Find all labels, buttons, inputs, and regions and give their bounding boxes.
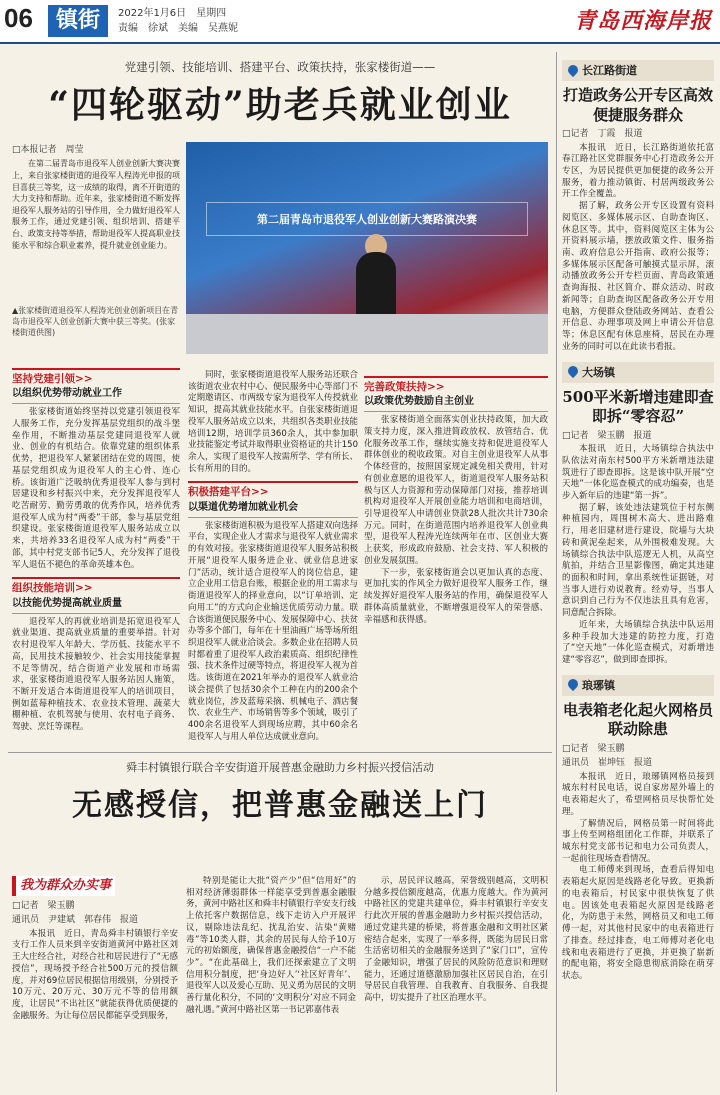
bottom-kicker: 舜丰村镇银行联合辛安街道开展普惠金融助力乡村振兴授信活动	[126, 761, 434, 774]
location-pin-icon	[568, 65, 578, 77]
lead-photo	[186, 142, 548, 354]
right-column	[562, 56, 714, 1092]
subsection-1: 坚持党建引领>> 以组织优势带动就业工作	[12, 368, 180, 404]
story-divider	[8, 752, 552, 753]
location-pin-icon	[568, 366, 578, 378]
lead-headline: “四轮驱动”助老兵就业创业	[48, 83, 512, 126]
brief-changjianglu: 长江路街道 打造政务公开专区高效便捷服务群众 □记者 丁霞 报道 本报讯 近日，长江路街道依托富春江路社区党群服务中心打造政务公开专区，为居民提供更加便捷的政务公开服务，着力推动镇街、村居两级政务公开工作全覆盖。 据了解，政务公开专区设置有资料阅览区、多媒体展示区、自助查询区、休息区等。其中，资料阅览区主体为公开资料展示墙，摆放政策文件、服务指南、政府信息公开指南、政府公报等；多媒体展示区配备可触摸式显示屏，滚动播放政务公开专栏页面、青岛政策通查询海报、社区简介、群众活动、时政新闻等；自助查询区配备政务公开专用电脑，方便群众登陆政务网站、查看公开信息、办理事项及网上申请公开信息等；休息区配有休息座椅，居民在办理业务的同时可以在此读书看报。	[562, 60, 714, 354]
designer-credit: 美编 吴燕妮	[178, 23, 238, 34]
bottom-story-header	[10, 760, 550, 870]
brief-langya: 琅琊镇 电表箱老化起火网格员联动除患 □记者 梁玉鹏 通讯员 崔坤钰 报道 本报讯 近日，琅琊镇网格员接到城东村村民电话，说自家房屋外墙上的电表箱起火了，希望网格员尽快帮忙处理。 了解情况后，网格员第一时间将此事上传至网格组团化工作群，并联系了城东村党支部书记和电力公司负责人，一起前往现场查看情况。 电工师傅来到现场，查看后得知电表箱起火原因是线路老化导致。更换新的电表箱后，村民家中很快恢复了供电。因该处电表箱起火原因是线路老化，为防患于未然，网格员又和电工师傅一起，对其他村民家中的电表箱进行了排查。经过排查，电工师傅对老化电线和电表箱进行了更换，并更换了崭新的配电箱，将安全隐患彻底消除在萌芽状态。	[562, 675, 714, 983]
newspaper-logo: 青岛西海岸报	[573, 8, 712, 34]
lead-col-3: 完善政策扶持>> 以政策优势鼓励自主创业 张家楼街道全面落实创业扶持政策，加大政策支持力度，深入推进简政放权、放管结合、优化服务改革工作，继续实施支持和促进退役军人群体创业的税收政策。对自主创业退役军人从事个体经营的，按照国家规定减免相关费用，针对有创业意愿的退役军人，街道退役军人服务站积极与区人力资源和劳动保障部门对接，推荐培训机构对退役军人开展创业能力培训和电商培训，引导退役军人申请创业贷款28人批次共计730余万元。同时，在街道范围内培养退役军人创业典型，退役军人程涛光连续两年在市、区创业大赛上获奖，形成政府鼓励、社会支持、军人积极的创业发展氛围。 下一步，张家楼街道会以更加认真的态度、更加扎实的作风全力做好退役军人服务工作，继续发挥好退役军人服务站的作用，确保退役军人群体高质量就业，不断增强退役军人的荣誉感、幸福感和获得感。	[364, 370, 548, 746]
page-number: 06	[4, 3, 33, 33]
masthead	[0, 0, 720, 44]
bottom-col-2: 特别是能让大批“资产少”但“信用好”的相对经济薄弱群体一样能享受到普惠金融服务，黄河中路社区和舜丰村镇银行辛安支行线上依托客户数据信息，线下走访入户开展评议，剔除违法乱纪、扰乱治安、沾染“黄赌毒”等10类人群，其余的居民每人给予10万元的初始额度，确保普惠金融授信“一户不能少”。“在此基础上，我们还探索建立了文明信用积分制度，把‘身边好人’‘社区好青年’、退役军人以及爱心互助、见义勇为居民的文明善行量化积分，不同的‘文明积分’对应不同金融礼遇。”黄河中路社区第一书记郭嘉伟表	[186, 876, 356, 1015]
subsection-2: 组织技能培训>> 以技能优势提高就业质量	[12, 577, 180, 613]
lead-kicker: 党建引领、技能培训、搭建平台、政策扶持，张家楼街道——	[124, 60, 436, 74]
lead-col-2: 同时，张家楼街道退役军人服务站还联合该街道农业农村中心、便民服务中心等部门不定期邀请区、市两级专家为退役军人传授就业知识，提高其就业技能水平。自张家楼街道退役军人服务站成立以来，共组织各类职业技能培训12期，培训学员360余人，其中参加职业技能鉴定考试并取得职业资格证的共计150余人，实现了退役军人按需所学、学有所长、长有所用的目的。 积极搭建平台>> 以渠道优势增加就业机会 张家楼街道积极为退役军人搭建双向选择平台，实现企业人才需求与退役军人就业需求的有效对接。张家楼街道退役军人服务站积极开展“退役军人服务进企业、就业信息进家门”活动，统计适合退役军人的岗位信息，建立企业用工信息台账，根据企业的用工需求与街道退役军人的择业意向，以“订单培训、定向用工”的方式向企业输送优质劳动力量。联合该街道便民服务中心、发展保障中心、扶贫办等多个部门，每年在十里油画广场等场所组织退役军人就业洽谈会。多数企业在招聘人员时都着重了退役军人政治素质高、组织纪律性强、技术条件过硬等特点，将退役军人视为首选。该街道在2021年举办的退役军人就业洽谈会提供了包括30余个工种在内的200余个就业岗位，涉及蓝莓采摘、机械电子、酒店餐饮、农业生产、市场销售等多个领域，吸引了400余名退役军人到现场应聘，其中60余名退役军人与用人单位达成就业意向。	[188, 370, 358, 742]
section-badge: 镇街	[48, 5, 108, 37]
bottom-headline: 无感授信，把普惠金融送上门	[72, 788, 488, 824]
editor-credit: 责编 徐斌	[118, 23, 168, 34]
issue-weekday: 星期四	[196, 8, 227, 19]
photo-banner: 第二届青岛市退役军人创业创新大赛路演决赛	[206, 202, 528, 236]
issue-date: 2022年1月6日	[118, 8, 187, 19]
column-divider	[556, 52, 557, 1092]
subsection-3: 积极搭建平台>> 以渠道优势增加就业机会	[188, 481, 358, 517]
lead-intro-text: 在第二届青岛市退役军人创业创新大赛决赛上，来自张家楼街道的退役军人程涛光申报的项目喜获三等奖，这一成绩的取得，离不开街道的大力支持和帮助。近年来，张家楼街道不断发挥退役军人服务站的引导作用，全力做好退役军人服务工作，通过党建引领、组织培训、搭建平台、政策支持等举措，帮助退役军人提高职业技能水平和综合职业素养，提升就业创业能力。	[12, 159, 180, 250]
lead-col-1: 坚持党建引领>> 以组织优势带动就业工作 张家楼街道始终坚持以党建引领退役军人服务工作，充分发挥基层党组织的战斗堡垒作用，不断推动基层党建同退役军人就业、创业的有机结合。依靠党建的组织体系优势，把退役军人紧紧团结在党的周围，使基层党组织成为退役军人的主心骨、连心桥。该街道广泛吸纳优秀退役军人参与到村居建设和乡村振兴中来，充分发挥退役军人吃苦耐劳、勤劳勇敢的优秀作风，培养优秀退役军人成为村“两委”干部，参与基层党组织建设。张家楼街道退役军人服务站成立以来，共培养33名退役军人成为村“两委”干部，其中村党支部书记5人，充分发挥了退役军人退伍不褪色的革命英雄本色。 组织技能培训>> 以技能优势提高就业质量 退役军人的再就业培训是拓宽退役军人就业渠道、提高就业质量的重要举措。针对农村退役军人年龄大、学历低、技能水平不高，民用技术接触较少、社会实用技能掌握不足等情况，结合街道产业发展和市场需求，张家楼街道退役军人服务站因人施策，不断开发适合本街道退役军人的培训项目，例如蓝莓种植技术、农业技术管理、蔬菜大棚种植、农机驾驶与使用、农村电子商务、驾驶、烹饪等课程。	[12, 362, 180, 746]
lead-byline: □本报记者 周莹	[12, 145, 84, 155]
location-pin-icon	[568, 679, 578, 691]
lead-story-header	[10, 60, 550, 136]
stage-floor	[186, 314, 548, 354]
subsection-4: 完善政策扶持>> 以政策优势鼓励自主创业	[364, 376, 548, 412]
bottom-col-1: 我为群众办实事 □记者 梁玉鹏 通讯员 尹建斌 郭春伟 报道 本报讯 近日，青岛舜丰村镇银行辛安支行工作人员来到辛安街道黄河中路社区刘王大庄经合社，对经合社和居民进行了“无感授信”，现场授予经合社500万元的授信额度，并对69位居民根据信用级别，分别授予10万元、20万元、30万元不等的信用额度，让居民“不出社区”就能获得优质便捷的金融服务。为让每位居民都能享受到服务，	[12, 878, 178, 1021]
photo-caption: ▲张家楼街道退役军人程涛光创业创新项目在青岛市退役军人创业创新大赛中获三等奖。(张家楼街道供图)	[12, 306, 179, 338]
bottom-col-3: 示，居民评议越高，荣誉级别越高，文明积分越多授信额度越高，优惠力度越大。作为黄河中路社区的党建共建单位，舜丰村镇银行辛安支行此次开展的普惠金融助力乡村振兴授信活动，通过党建共建的桥梁，将普惠金融和文明社区紧密结合起来，实现了一举多得，既能为居民日常生活密切相关的金融服务送到了“家门口”，宣传了金融知识，增强了居民的风险防范意识和理财能力，还通过道德激励加强社区居民自治，在引导居民自我管理、自我教育、自我服务、自我提高中，切实提升了社区治理水平。	[364, 876, 548, 1004]
masthead-meta	[118, 6, 248, 36]
column-tag: 我为群众办实事	[12, 876, 115, 896]
brief-dachang: 大场镇 500平米新增违建即查即拆“零容忍” □记者 梁玉鹏 报道 本报讯 近日，大场镇综合执法中队依法对南东村500平方米新增违法建筑进行了即查即拆。这是该中队开展“空天地”一体化巡查模式的成功编奏，也是步入新年后的违建“第一拆”。 据了解，该处违法建筑位于村东侧种植园内，周围树木高大、进出路难行，用老旧建材进行建设，院墙与大块砖和黄泥垒起来，从外围极难发现。大场镇综合执法中队巡逻无人机，从高空航拍，并结合卫星影像图，确定其违建的面积和时间，拿出系统性证据链，对当事人进行劝说教育。经劝导，当事人意识到自己行为不仅违法且具有危害，同意配合拆除。 近年来，大场镇综合执法中队运用多种手段加大违建的防控力度，打造了“空天地”一体化巡查模式，对新增违建“零容忍”，做到即查即拆。	[562, 362, 714, 667]
